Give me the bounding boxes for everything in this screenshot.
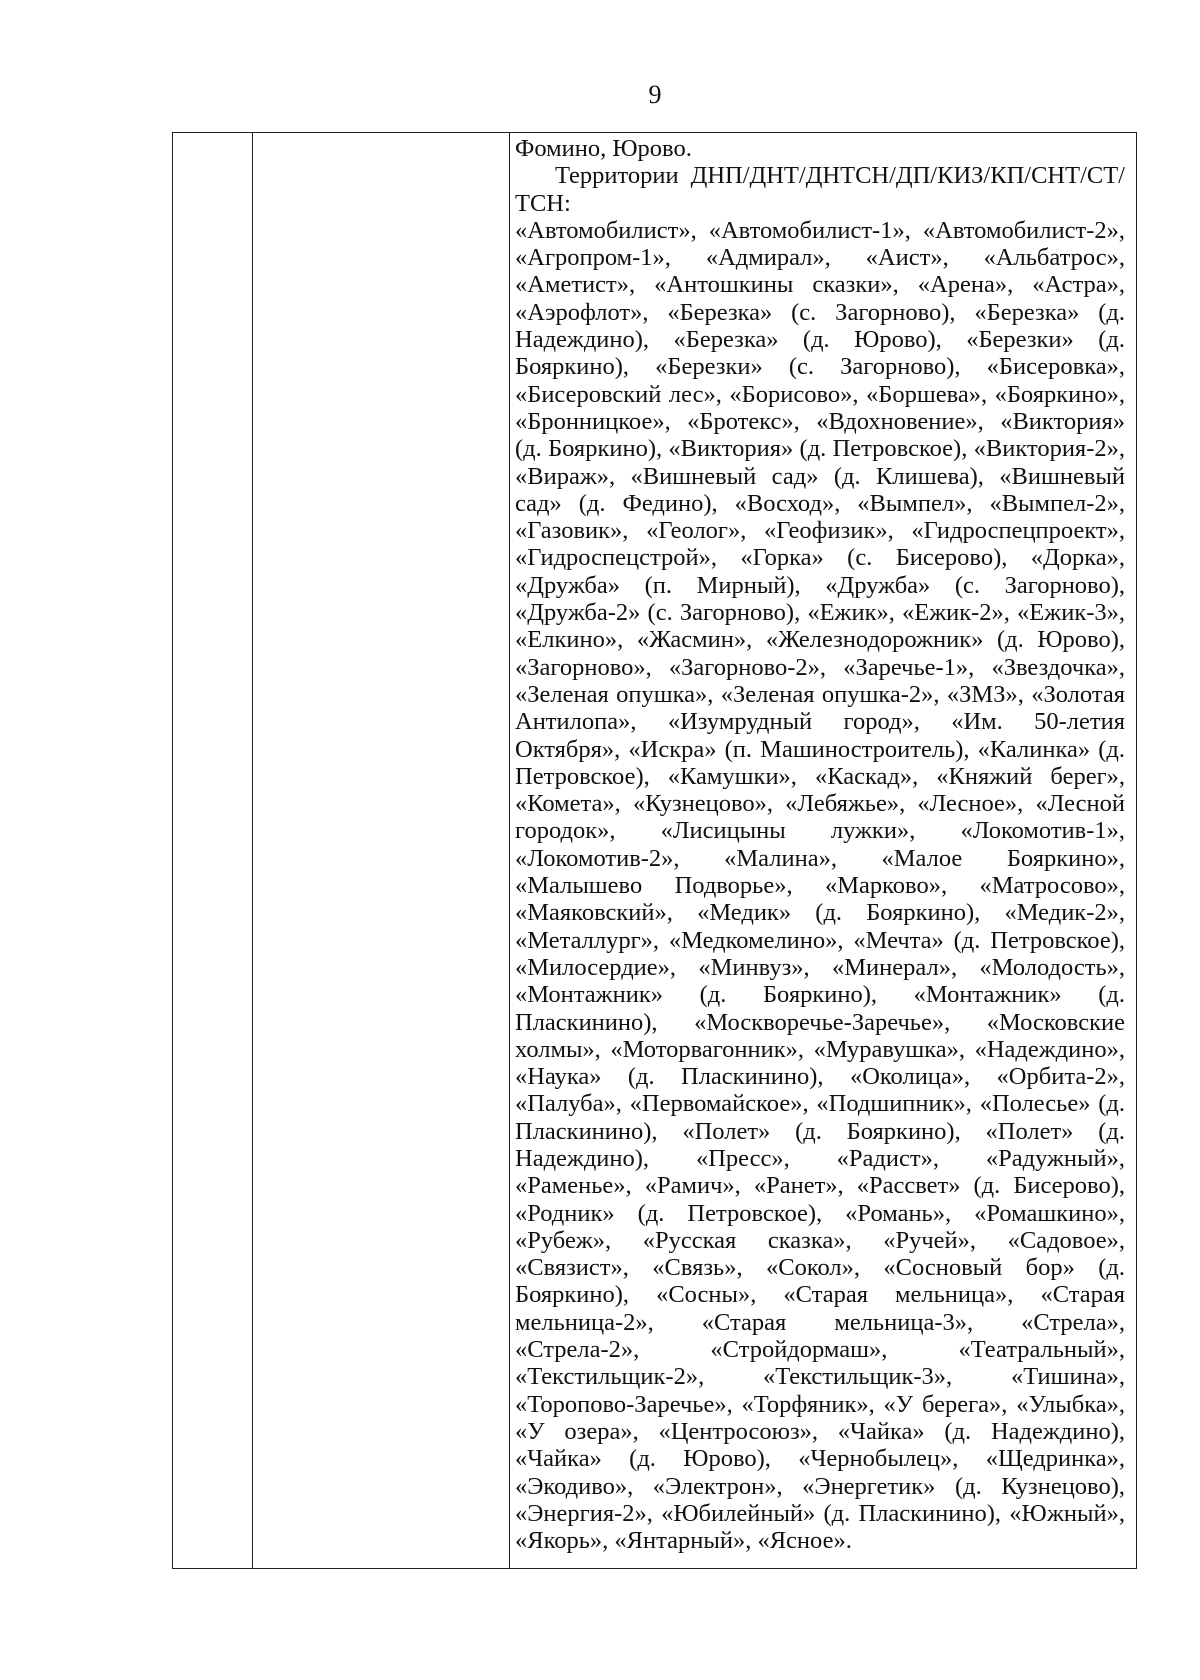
territories-list: «Автомобилист», «Автомобилист-1», «Автомобилист-2», «Агропром-1», «Адмирал», «Аист», «Альбатрос», «Аметист», «Антошкины сказки», «Арена», «Астра», «Аэрофлот», «Березка» (с. Загорново), «Березка» (д. Надеждино), «Березка» (д. Юрово), «Березки» (д. Бояркино), «Березки» (с. Загорново), «Бисеровка», «Бисеровский лес», «Борисово», «Боршева», «Бояркино», «Бронницкое», «Бротекс», «Вдохновение», «Виктория» (д. Бояркино), «Виктория» (д. Петровское), «Виктория-2», «Вираж», «Вишневый сад» (д. Клишева), «Вишневый сад» (д. Федино), «Восход», «Вымпел», «Вымпел-2», «Газовик», «Геолог», «Геофизик», «Гидроспецпроект», «Гидроспецстрой», «Горка» (с. Бисерово), «Дорка», «Дружба» (п. Мирный), «Дружба» (с. Загорново), «Дружба-2» (с. Загорново), «Ежик», «Ежик-2», «Ежик-3», «Елкино», «Жасмин», «Железнодорожник» (д. Юрово), «Загорново», «Загорново-2», «Заречье-1», «Звездочка», «Зеленая опушка», «Зеленая опушка-2», «ЗМЗ», «Золотая Антилопа», «Изумрудный город», «Им. 50-летия Октября», «Искра» (п. Машиностроитель), «Калинка» (д. Петровское), «Камушки», «Каскад», «Княжий берег», «Комета», «Кузнецово», «Лебяжье», «Лесное», «Лесной городок», «Лисицыны лужки», «Локомотив-1», «Локомотив-2», «Малина», «Малое Бояркино», «Малышево Подворье», «Марково», «Матросово», «Маяковский», «Медик» (д. Бояркино), «Медик-2», «Металлург», «Медкомелино», «Мечта» (д. Петровское), «Милосердие», «Минвуз», «Минерал», «Молодость», «Монтажник» (д. Бояркино), «Монтажник» (д. Пласкинино), «Москворечье-Заречье», «Московские холмы», «Моторвагонник», «Муравушка», «Надеждино», «Наука» (д. Пласкинино), «Околица», «Орбита-2», «Палуба», «Первомайское», «Подшипник», «Полесье» (д. Пласкинино), «Полет» (д. Бояркино), «Полет» (д. Надеждино), «Пресс», «Радист», «Радужный», «Раменье», «Рамич», «Ранет», «Рассвет» (д. Бисерово), «Родник» (д. Петровское), «Романь», «Ромашкино», «Рубеж», «Русская сказка», «Ручей», «Садовое», «Связист», «Связь», «Сокол», «Сосновый бор» (д. Бояркино), «Сосны», «Старая мельница», «Старая мельница-2», «Старая мельница-3», «Стрела», «Стрела-2», «Стройдормаш», «Театральный», «Текстильщик-2», «Текстильщик-3», «Тишина», «Торопово-Заречье», «Торфяник», «У берега», «Улыбка», «У озера», «Центросоюз», «Чайка» (д. Надеждино), «Чайка» (д. Юрово), «Чернобылец», «Щедринка», «Экодиво», «Электрон», «Энергетик» (д. Кузнецово), «Энергия-2», «Юбилейный» (д. Пласкинино), «Южный», «Якорь», «Янтарный», «Ясное». [515, 216, 1125, 1555]
territories-heading: Территории ДНП/ДНТ/ДНТСН/ДП/КИЗ/КП/СНТ/СТ/ТСН: [515, 162, 1125, 217]
document-table [172, 132, 1137, 1569]
column-divider-1 [252, 133, 253, 1568]
continuation-text: Фомино, Юрово. [515, 135, 692, 162]
column-divider-2 [509, 133, 510, 1568]
page-number: 9 [648, 80, 662, 109]
territories-cell [515, 135, 1125, 1554]
